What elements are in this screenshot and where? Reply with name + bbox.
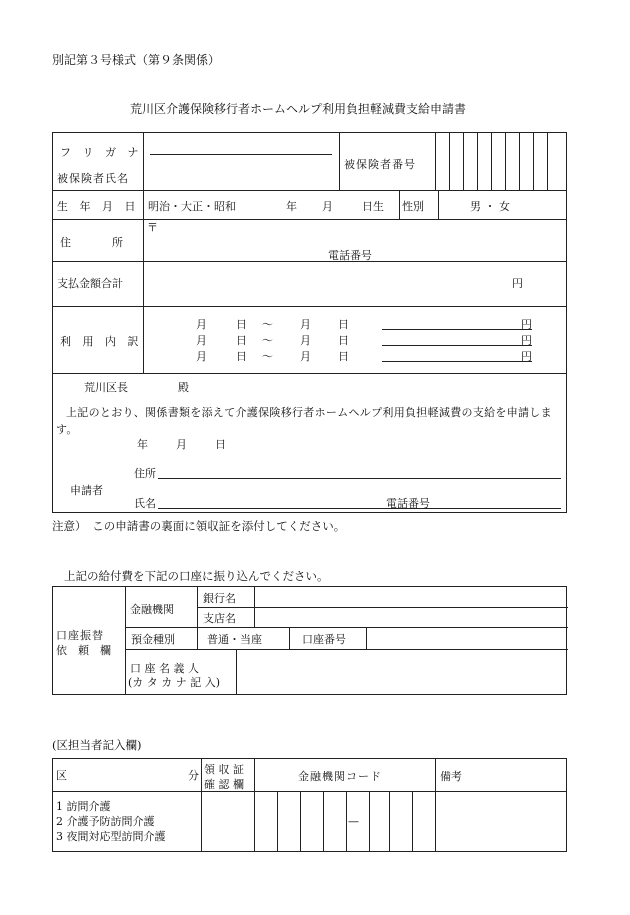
birthdate-label: 生 年 月 日 [57, 200, 140, 213]
transfer-request-label-2: 依 頼 欄 [56, 644, 111, 657]
bank-intro: 上記の給付費を下記の口座に振り込んでください。 [64, 569, 329, 583]
form-number: 別記第３号様式（第９条関係） [52, 53, 221, 67]
service-type-1: 1 訪問介護 [56, 800, 111, 813]
birth-year-label: 年 [286, 200, 297, 213]
deposit-type-label: 預金種別 [131, 633, 175, 646]
era-options[interactable]: 明治・大正・昭和 [148, 200, 236, 213]
addressee: 荒川区長 [84, 381, 128, 394]
furigana-label: フ リ ガ ナ [60, 146, 143, 159]
account-number-label: 口座番号 [302, 633, 346, 646]
category-label-2: 分 [188, 769, 199, 782]
page-title: 荒川区介護保険移行者ホームヘルプ利用負担軽減費支給申請書 [130, 102, 467, 116]
applicant-phone-label: 電話番号 [386, 497, 430, 510]
phone-label: 電話番号 [328, 249, 372, 262]
account-number-field[interactable] [366, 627, 566, 648]
account-holder-field[interactable] [236, 649, 566, 694]
applicant-address-label: 住所 [134, 467, 156, 480]
birth-day-label: 日生 [362, 200, 384, 213]
sex-label: 性別 [402, 200, 424, 213]
applicant-label: 申請者 [70, 484, 103, 497]
account-holder-label-2: (カ タ カ ナ 記 入) [128, 676, 221, 689]
receipt-check-label-2: 確 認 欄 [204, 778, 244, 791]
insured-number-boxes[interactable] [435, 133, 566, 189]
branch-name-label: 支店名 [203, 612, 236, 625]
insured-name-label: 被保険者氏名 [57, 172, 129, 185]
transfer-request-label-1: 口座振替 [56, 629, 104, 642]
service-type-3: 3 夜間対応型訪問介護 [56, 830, 166, 843]
sex-options[interactable]: 男 ・ 女 [470, 200, 510, 213]
bank-name-field[interactable] [254, 587, 566, 606]
bank-name-label: 銀行名 [203, 592, 236, 605]
insured-number-label: 被保険者番号 [344, 158, 416, 171]
account-holder-label-1: 口 座 名 義 人 [130, 662, 199, 675]
category-label-1: 区 [56, 769, 67, 782]
attachment-note: 注意） この申請書の裏面に領収証を添付してください。 [52, 519, 346, 533]
application-statement: 上記のとおり、関係書類を添えて介護保険移行者ホームヘルプ利用負担軽減費の支給を申請します。 [56, 406, 552, 436]
usage-label: 利 用 内 訳 [60, 335, 143, 348]
applicant-address-field[interactable] [158, 478, 561, 479]
service-type-2: 2 介護予防訪問介護 [56, 815, 155, 828]
date-day[interactable]: 日 [215, 438, 226, 451]
deposit-type-options[interactable]: 普通・当座 [207, 633, 262, 646]
furigana-field[interactable] [150, 154, 332, 155]
birth-month-label: 月 [322, 200, 333, 213]
bank-code-separator: — [348, 815, 359, 828]
address-label: 住 所 [60, 236, 125, 249]
bank-code-label: 金融機関コード [298, 770, 382, 783]
applicant-name-field[interactable] [158, 508, 561, 509]
date-month[interactable]: 月 [176, 438, 187, 451]
total-amount-label: 支払金額合計 [57, 277, 123, 290]
total-yen-label: 円 [512, 277, 523, 290]
remarks-label: 備考 [440, 770, 462, 783]
branch-name-field[interactable] [254, 607, 566, 626]
applicant-name-label: 氏名 [134, 497, 156, 510]
date-year[interactable]: 年 [137, 438, 148, 451]
honorific: 殿 [178, 381, 189, 394]
postal-mark: 〒 [147, 221, 158, 234]
receipt-check-label-1: 領 収 証 [204, 763, 244, 776]
institution-label: 金融機関 [130, 603, 174, 616]
office-use-heading: (区担当者記入欄) [52, 738, 142, 752]
